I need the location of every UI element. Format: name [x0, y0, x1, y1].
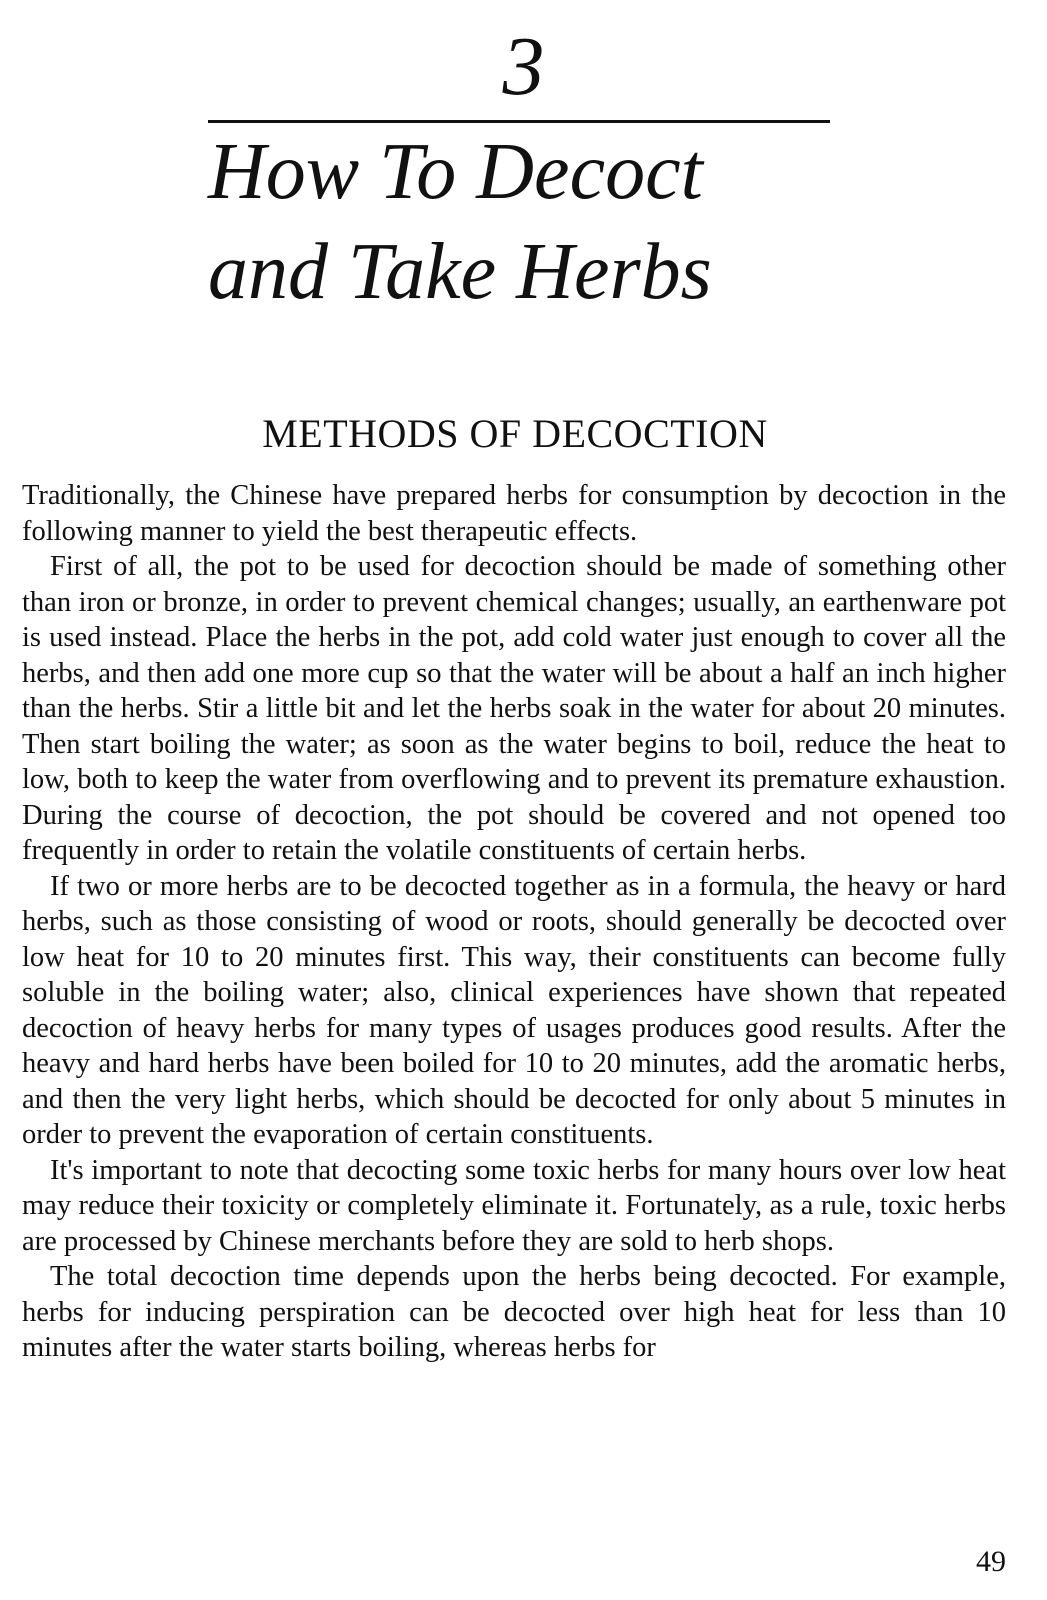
chapter-title-line-1: How To Decoct	[208, 128, 703, 216]
page-number: 49	[976, 1545, 1006, 1578]
paragraph: The total decoction time depends upon the herbs being decocted. For example, herbs for inducing perspiration can be decocted over high heat for less than 10 minutes after the water starts boiling, whereas herbs for	[22, 1261, 1006, 1363]
chapter-number: 3	[502, 20, 545, 113]
chapter-title	[208, 122, 848, 322]
paragraph: If two or more herbs are to be decocted together as in a formula, the heavy or hard herbs, such as those consisting of wood or roots, should generally be decocted over low heat for 10 to 20 minutes first. This way, their constituents can become fully soluble in the boiling water; also, clinical experiences have shown that repeated decoction of heavy herbs for many types of usages produces good results. After the heavy and hard herbs have been boiled for 10 to 20 minutes, add the aromatic herbs, and then the very light herbs, which should be decocted for only about 5 minutes in order to prevent the evaporation of certain constituents.	[22, 870, 1006, 1150]
body-text	[22, 478, 1006, 1366]
paragraph: It's important to note that decocting some toxic herbs for many hours over low heat may reduce their toxicity or completely eliminate it. Fortunately, as a rule, toxic herbs are processed by Chinese merchants before they are sold to herb shops.	[22, 1154, 1006, 1257]
paragraph: First of all, the pot to be used for decoction should be made of something other than iron or bronze, in order to prevent chemical changes; usually, an earthenware pot is used instead. Place the herbs in the pot, add cold water just enough to cover all the herbs, and then add one more cup so that the water will be about a half an inch higher than the herbs. Stir a little bit and let the herbs soak in the water for about 20 minutes. Then start boiling the water; as soon as the water begins to boil, reduce the heat to low, both to keep the water from overflowing and to prevent its premature exhaustion. During the course of decoction, the pot should be covered and not opened too frequently in order to retain the volatile constituents of certain herbs.	[22, 551, 1006, 866]
paragraph: Traditionally, the Chinese have prepared herbs for consumption by decoction in the following manner to yield the best therapeutic effects.	[22, 480, 1006, 547]
chapter-title-line-2: and Take Herbs	[208, 228, 712, 316]
section-heading: METHODS OF DECOCTION	[262, 411, 768, 456]
